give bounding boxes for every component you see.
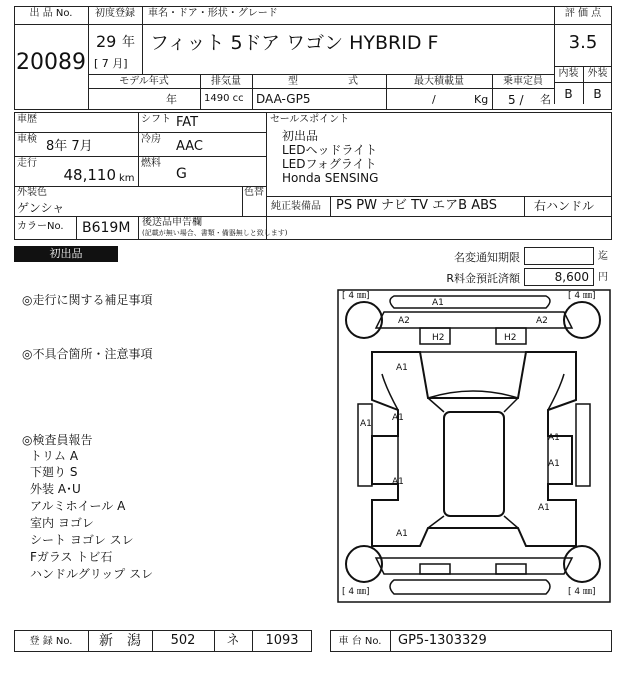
- damage-mark: A1: [396, 529, 408, 539]
- inspector-report-title: ◎検査員報告: [22, 433, 93, 447]
- equipment-label: 純正装備品: [271, 201, 321, 212]
- model-year-unit: 年: [166, 93, 177, 106]
- load-capacity-label: 最大積載量: [414, 76, 464, 87]
- sales-point: 初出品: [282, 129, 319, 143]
- recycle-fee-unit: 円: [598, 272, 608, 283]
- load-capacity-separator: /: [432, 93, 436, 106]
- first-listing-badge: 初出品: [14, 246, 118, 262]
- damage-mark: A1: [432, 298, 444, 308]
- sales-points-list: [282, 130, 378, 184]
- color-change-label: 色替: [244, 187, 264, 198]
- model-type-value: DAA-GP5: [256, 92, 311, 106]
- registration-month: [ 7 月]: [94, 57, 128, 70]
- inspector-item: ハンドルグリップ スレ: [30, 567, 154, 581]
- exterior-color-label: 外装色: [17, 187, 47, 198]
- forward-items-label: 後送品申告欄: [142, 217, 202, 228]
- exterior-grade: B: [593, 87, 602, 101]
- aircon-value: AAC: [176, 139, 203, 154]
- aircon-label: 冷房: [141, 134, 161, 145]
- load-capacity-unit: Kg: [474, 93, 489, 106]
- inspection-label: 車検: [17, 134, 37, 145]
- sales-point: LEDヘッドライト: [282, 143, 378, 157]
- evaluation-score: 3.5: [568, 32, 598, 53]
- tire-depth-rear-left: [ 4 ㎜]: [342, 587, 370, 597]
- first-registration-label: 初度登録: [95, 8, 135, 19]
- mileage-value: 48,110: [63, 166, 116, 184]
- registration-no-label: 登 録 No.: [29, 636, 73, 647]
- lot-no-label: 出 品 No.: [29, 8, 73, 19]
- damage-mark: H2: [504, 333, 517, 343]
- registration-region: 新 潟: [99, 633, 141, 649]
- inspector-item: シート ヨゴレ スレ: [30, 533, 134, 547]
- passenger-capacity-label: 乗車定員: [503, 76, 543, 87]
- inspector-report-list: [30, 450, 153, 585]
- equipment-list: PS PW ナビ TV エアB ABS: [336, 198, 498, 213]
- defects-title: ◎不具合箇所・注意事項: [22, 347, 153, 361]
- color-no: B619M: [82, 220, 131, 236]
- tire-depth-rear-right: [ 4 ㎜]: [568, 587, 596, 597]
- inspector-item: 下廻り S: [30, 465, 78, 479]
- inspector-item: トリム A: [30, 449, 79, 463]
- car-condition-diagram: [336, 288, 612, 604]
- inspector-item: 室内 ヨゴレ: [30, 516, 94, 530]
- shift-value: FAT: [176, 115, 199, 130]
- chassis-no-label: 車 台 No.: [338, 636, 382, 647]
- chassis-number: GP5-1303329: [398, 633, 487, 648]
- sales-point: Honda SENSING: [282, 171, 379, 185]
- registration-class: 502: [170, 633, 196, 648]
- car-name-label: 車名・ドア・形状・グレード: [148, 8, 278, 19]
- recycle-fee-value: 8,600: [524, 268, 594, 286]
- exterior-color: ゲンシャ: [17, 201, 65, 215]
- mileage-unit: km: [119, 173, 135, 184]
- steering-side: 右ハンドル: [534, 199, 595, 213]
- registration-kana: ネ: [226, 633, 240, 648]
- color-no-label: カラーNo.: [17, 221, 64, 232]
- mileage-label: 走行: [17, 158, 37, 169]
- name-change-deadline-label: 名変通知期限: [454, 251, 520, 264]
- damage-mark: A1: [392, 413, 404, 423]
- registration-number: 1093: [265, 633, 299, 648]
- name-change-deadline-unit: 迄: [598, 251, 608, 262]
- car-name: フィット 5ドア ワゴン HYBRID F: [150, 32, 439, 54]
- forward-items-note: (記載が無い場合、書類・備器無しと致します): [142, 229, 288, 237]
- interior-grade: B: [564, 87, 573, 101]
- recycle-fee-label: R料金預託済額: [446, 272, 520, 285]
- registration-year-unit: 年: [122, 35, 136, 50]
- fuel-label: 燃料: [141, 158, 161, 169]
- lot-number: 20089: [16, 50, 86, 75]
- damage-mark: A1: [360, 419, 372, 429]
- name-change-deadline-box: [524, 247, 594, 265]
- damage-mark: A2: [398, 316, 410, 326]
- driving-supplement-title: ◎走行に関する補足事項: [22, 293, 153, 307]
- passenger-capacity-unit: 名: [540, 93, 551, 106]
- damage-mark: A1: [392, 477, 404, 487]
- damage-mark: A1: [548, 459, 560, 469]
- sales-points-label: セールスポイント: [270, 114, 350, 125]
- damage-mark: H2: [432, 333, 445, 343]
- inspector-item: Fガラス トビ石: [30, 550, 113, 564]
- model-year-label: モデル年式: [119, 76, 169, 87]
- tire-depth-front-left: [ 4 ㎜]: [342, 291, 370, 301]
- damage-mark: A2: [536, 316, 548, 326]
- shift-label: シフト: [141, 114, 171, 125]
- damage-mark: A1: [396, 363, 408, 373]
- model-type-label-2: 式: [348, 76, 358, 87]
- history-label: 車歴: [17, 114, 37, 125]
- passenger-capacity-value: 5 /: [508, 93, 524, 107]
- displacement-value: 1490 cc: [204, 93, 244, 104]
- damage-mark: A1: [548, 433, 560, 443]
- inspector-item: 外装 A･U: [30, 482, 81, 496]
- inspection-value: 8年 7月: [46, 139, 93, 154]
- fuel-value: G: [176, 166, 187, 182]
- registration-year: 29: [96, 32, 117, 51]
- displacement-label: 排気量: [211, 76, 241, 87]
- damage-mark: A1: [538, 503, 550, 513]
- sales-point: LEDフォグライト: [282, 157, 377, 171]
- model-type-label: 型: [288, 76, 298, 87]
- interior-label: 内装: [558, 68, 579, 79]
- inspector-item: アルミホイール A: [30, 499, 126, 513]
- exterior-label: 外装: [587, 68, 608, 79]
- tire-depth-front-right: [ 4 ㎜]: [568, 291, 596, 301]
- score-label: 評 価 点: [564, 8, 602, 19]
